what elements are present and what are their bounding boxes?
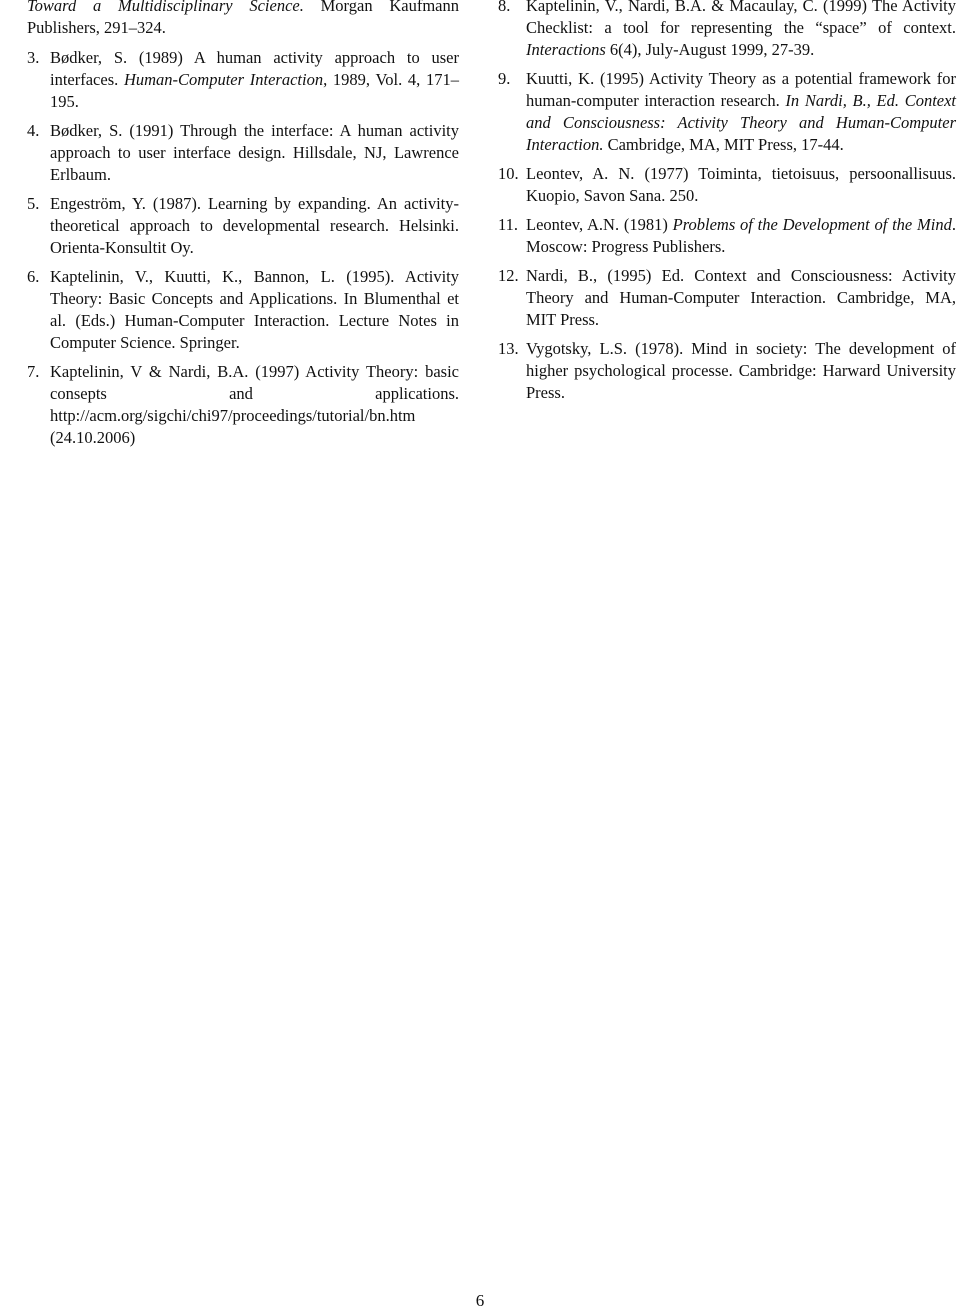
reference-text bbox=[50, 266, 459, 354]
reference-text-segment: Cambridge, MA, MIT Press, 17-44. bbox=[603, 135, 844, 154]
reference-text-segment: Kaptelinin, V., Nardi, B.A. & Macaulay, C. (1999) The Activity Checklist: a tool for representing the “space” of context. bbox=[526, 0, 956, 37]
reference-entry bbox=[498, 163, 956, 207]
italic-text: Interactions bbox=[526, 40, 606, 59]
reference-number: 4. bbox=[27, 121, 40, 140]
reference-entry bbox=[498, 265, 956, 331]
reference-number: 11. bbox=[498, 215, 519, 234]
reference-entry bbox=[27, 120, 459, 186]
italic-text: Problems of the Development of the Mind bbox=[672, 215, 952, 234]
reference-text bbox=[50, 120, 459, 186]
reference-text bbox=[27, 0, 459, 39]
reference-text bbox=[50, 193, 459, 259]
reference-text-segment: Engeström, Y. (1987). Learning by expanding. An activity- theoretical approach to developmental research. Helsinki. Orienta-Konsultit Oy. bbox=[50, 194, 459, 257]
reference-text-segment: Kaptelinin, V & Nardi, B.A. (1997) Activity Theory: basic consepts and applications. http://acm.org/sigchi/chi97/proceedings/tutorial/bn.htm (24.10.2006) bbox=[50, 362, 459, 447]
reference-text-segment: Kuutti, K. (1995) Activity Theory as a potential framework for human-computer interaction research. bbox=[526, 69, 956, 110]
reference-text bbox=[526, 214, 956, 258]
reference-number: 6. bbox=[27, 267, 40, 286]
reference-text-segment: Morgan Kaufmann Publishers, 291–324. bbox=[27, 0, 459, 37]
reference-text bbox=[50, 47, 459, 113]
reference-entry bbox=[27, 0, 459, 39]
reference-text-segment: Bødker, S. (1989) A human activity approach to user interfaces. bbox=[50, 48, 459, 89]
reference-entry bbox=[27, 47, 459, 113]
reference-text-segment: , 1989, Vol. 4, 171–195. bbox=[50, 70, 459, 111]
reference-text-segment: . Moscow: Progress Publishers. bbox=[526, 215, 956, 256]
reference-number: 7. bbox=[27, 362, 40, 381]
italic-text: In Nardi, B., Ed. Context and Consciousness: Activity Theory and Human-Computer Interaction. bbox=[526, 91, 957, 154]
reference-text bbox=[50, 361, 459, 449]
reference-text-segment: Leontev, A.N. (1981) bbox=[526, 215, 673, 234]
italic-text: Human-Computer Interaction bbox=[123, 70, 324, 89]
reference-entry bbox=[27, 361, 459, 449]
reference-text bbox=[526, 265, 956, 331]
reference-number: 12. bbox=[498, 266, 519, 285]
reference-text-segment: Nardi, B., (1995) Ed. Context and Consciousness: Activity Theory and Human-Computer Interaction. Cambridge, MA, MIT Press. bbox=[526, 266, 956, 329]
reference-text bbox=[526, 338, 956, 404]
reference-number: 3. bbox=[27, 48, 40, 67]
reference-number: 13. bbox=[498, 339, 519, 358]
reference-text bbox=[526, 163, 956, 207]
reference-entry bbox=[27, 193, 459, 259]
reference-text-segment: Kaptelinin, V., Kuutti, K., Bannon, L. (1995). Activity Theory: Basic Concepts and Applications. In Blumenthal et al. (Eds.) Human-Computer Interaction. Lecture Notes in Computer Science. Springer. bbox=[50, 267, 459, 352]
reference-text-segment: 6(4), July-August 1999, 27-39. bbox=[605, 40, 815, 59]
reference-number: 8. bbox=[498, 0, 511, 15]
reference-entry bbox=[27, 266, 459, 354]
reference-entry bbox=[498, 214, 956, 258]
reference-text-segment: Leontev, A. N. (1977) Toiminta, tietoisuus, persoonallisuus. Kuopio, Savon Sana. 250. bbox=[526, 164, 956, 205]
references-right-column bbox=[498, 0, 956, 411]
reference-entry bbox=[498, 0, 956, 61]
reference-number: 9. bbox=[498, 69, 511, 88]
reference-text-segment: Bødker, S. (1991) Through the interface: A human activity approach to user interface design. Hillsdale, NJ, Lawrence Erlbaum. bbox=[50, 121, 459, 184]
reference-text-segment: Vygotsky, L.S. (1978). Mind in society: The development of higher psychological processe. Cambridge: Harward University Press. bbox=[526, 339, 956, 402]
page-number: 6 bbox=[475, 1291, 485, 1310]
reference-number: 10. bbox=[498, 164, 519, 183]
reference-text bbox=[526, 0, 956, 61]
italic-text: Toward a Multidisciplinary Science. bbox=[27, 0, 304, 15]
reference-number: 5. bbox=[27, 194, 40, 213]
reference-entry bbox=[498, 338, 956, 404]
reference-text bbox=[526, 68, 956, 156]
reference-entry bbox=[498, 68, 956, 156]
references-left-column bbox=[27, 0, 459, 456]
